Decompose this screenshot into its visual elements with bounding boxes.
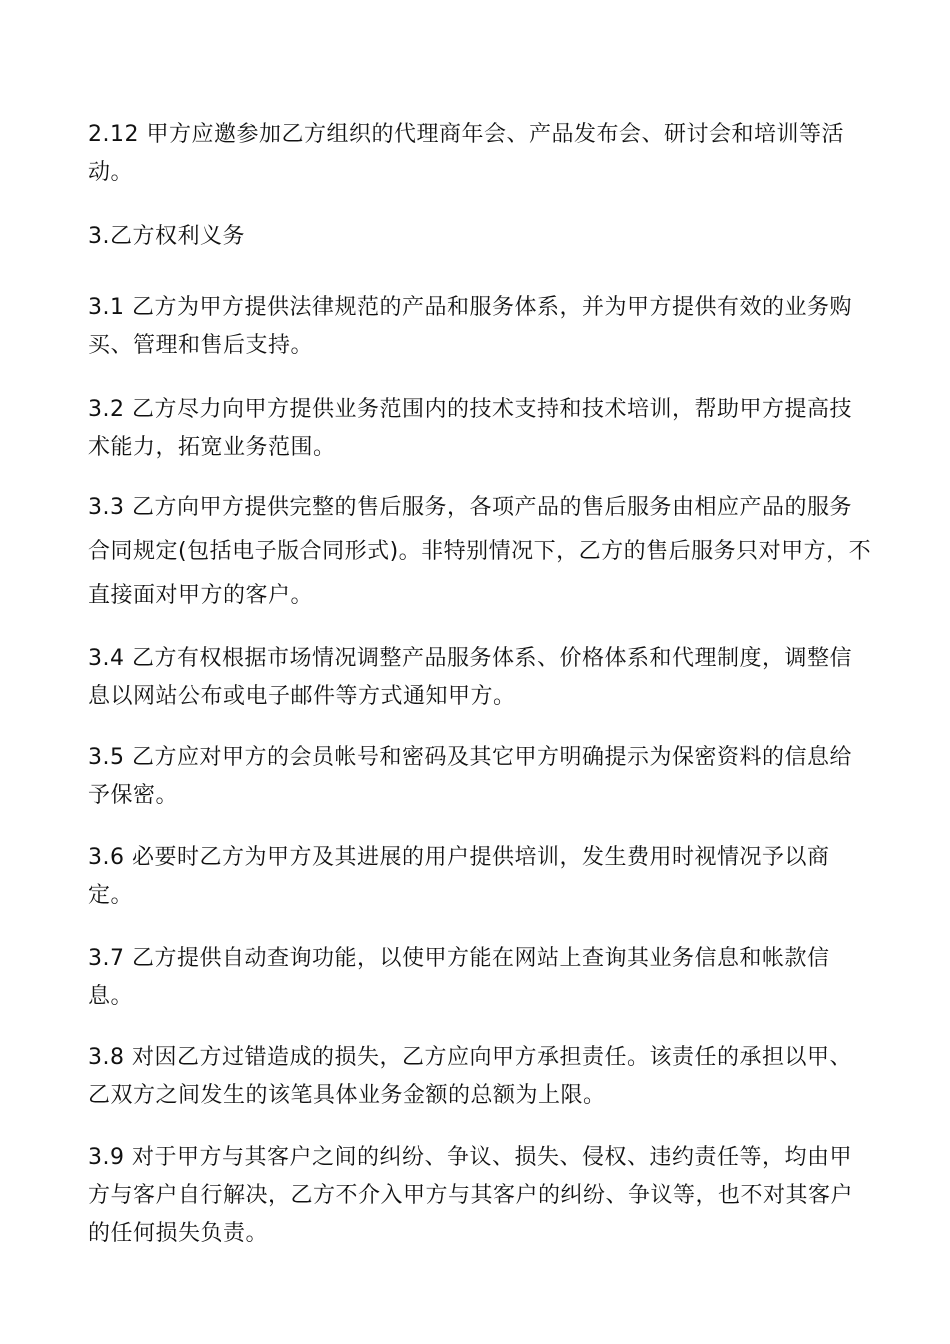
paragraph-3-8: 3.8 对因乙方过错造成的损失，乙方应向甲方承担责任。该责任的承担以甲、乙双方之间发生的该笔具体业务金额的总额为上限。 bbox=[88, 1045, 852, 1108]
paragraph-3-4: 3.4 乙方有权根据市场情况调整产品服务体系、价格体系和代理制度，调整信息以网站公布或电子邮件等方式通知甲方。 bbox=[88, 646, 852, 709]
paragraph-2-12: 2.12 甲方应邀参加乙方组织的代理商年会、产品发布会、研讨会和培训等活动。 bbox=[88, 122, 844, 185]
paragraph-3-6: 3.6 必要时乙方为甲方及其进展的用户提供培训，发生费用时视情况予以商定。 bbox=[88, 845, 830, 908]
paragraph-3-5: 3.5 乙方应对甲方的会员帐号和密码及其它甲方明确提示为保密资料的信息给予保密。 bbox=[88, 745, 852, 808]
section-heading-3: 3.乙方权利义务 bbox=[88, 224, 245, 249]
paragraph-3-1: 3.1 乙方为甲方提供法律规范的产品和服务体系，并为甲方提供有效的业务购买、管理和售后支持。 bbox=[88, 295, 852, 358]
paragraph-3-9: 3.9 对于甲方与其客户之间的纠纷、争议、损失、侵权、违约责任等，均由甲方与客户自行解决，乙方不介入甲方与其客户的纠纷、争议等，也不对其客户的任何损失负责。 bbox=[88, 1145, 854, 1246]
paragraph-3-7: 3.7 乙方提供自动查询功能，以使甲方能在网站上查询其业务信息和帐款信息。 bbox=[88, 946, 830, 1009]
paragraph-3-3: 3.3 乙方向甲方提供完整的售后服务，各项产品的售后服务由相应产品的服务合同规定(包括电子版合同形式)。非特别情况下，乙方的售后服务只对甲方，不直接面对甲方的客户。 bbox=[88, 495, 872, 608]
paragraph-3-2: 3.2 乙方尽力向甲方提供业务范围内的技术支持和技术培训，帮助甲方提高技术能力，拓宽业务范围。 bbox=[88, 397, 852, 460]
